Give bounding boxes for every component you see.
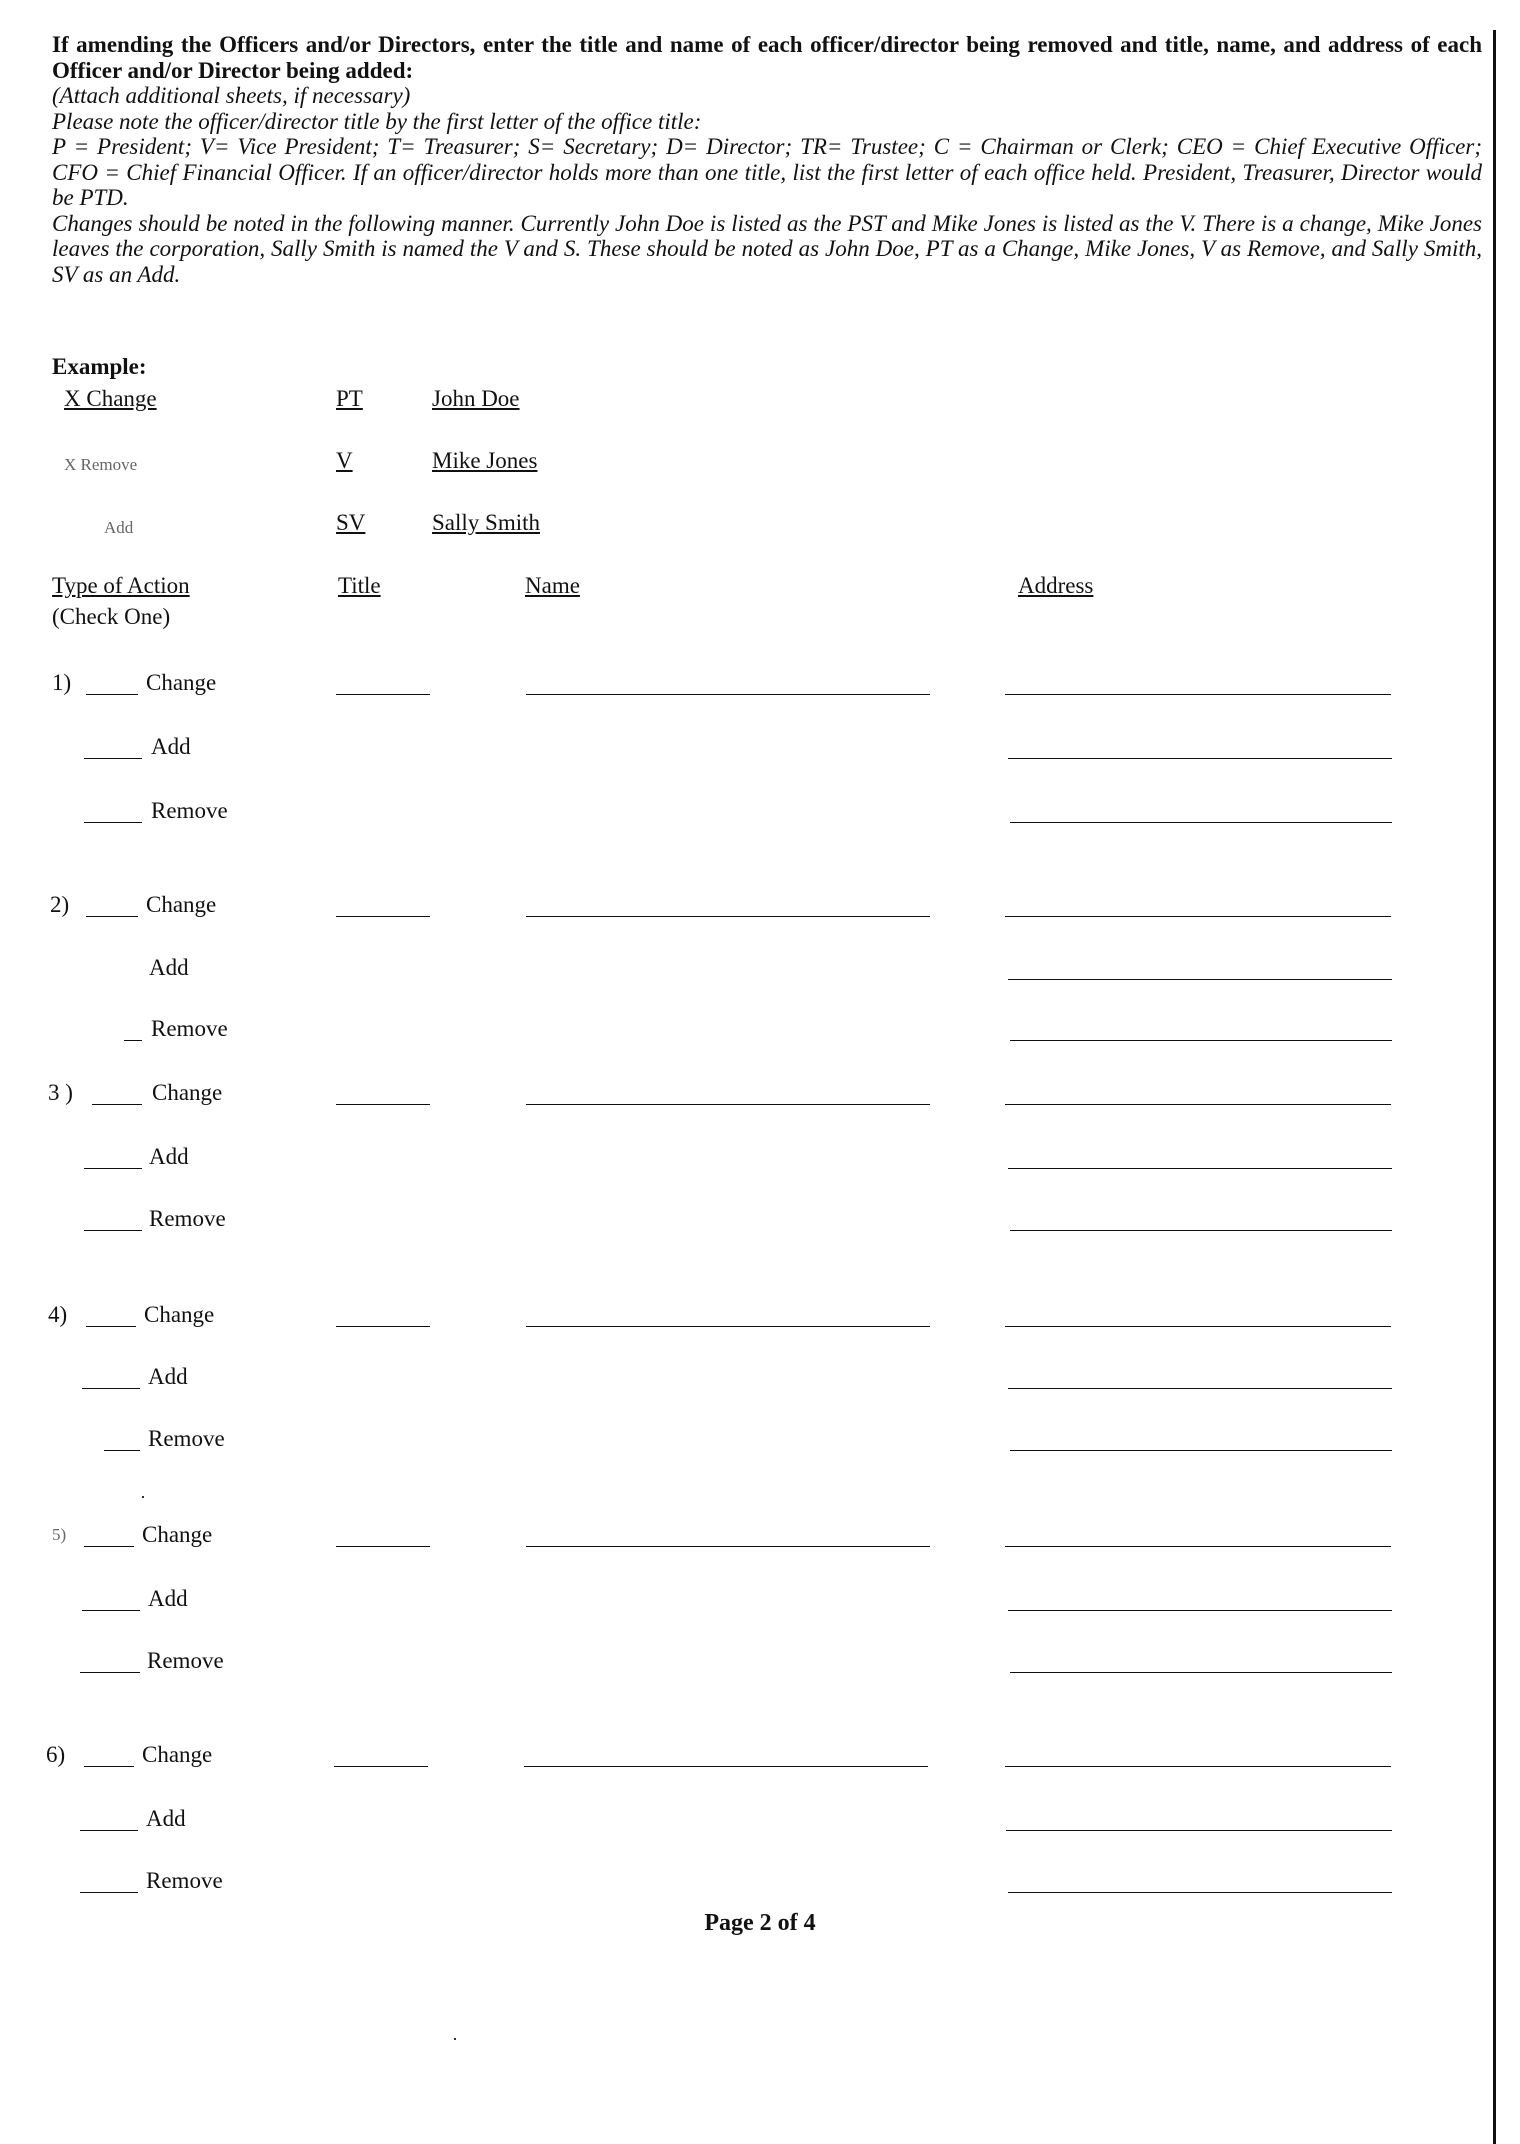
remove-label: Remove: [147, 1648, 224, 1673]
change-checkbox-line[interactable]: [84, 1546, 134, 1547]
remove-checkbox-line[interactable]: [124, 1040, 142, 1041]
change-label: Change: [146, 670, 217, 695]
name-field-line[interactable]: [524, 1766, 928, 1767]
address-field-line[interactable]: [1005, 694, 1391, 695]
instructions-heading: If amending the Officers and/or Directors, enter the title and name of each officer/director being removed and title, name, and address of each Officer and/or Director being added:: [52, 32, 1482, 83]
address-field-line[interactable]: [1006, 1830, 1392, 1831]
remove-checkbox-line[interactable]: [104, 1450, 140, 1451]
address-field-line[interactable]: [1008, 1388, 1392, 1389]
remove-label: Remove: [151, 798, 228, 823]
header-type-of-action: Type of Action: [52, 573, 190, 598]
change-label: Change: [142, 1522, 213, 1547]
name-field-line[interactable]: [526, 1104, 930, 1105]
header-address: Address: [1018, 573, 1094, 598]
title-field-line[interactable]: [336, 1546, 430, 1547]
example-name-3: Sally Smith: [432, 510, 540, 535]
address-field-line[interactable]: [1008, 979, 1392, 980]
changes-note: Changes should be noted in the following manner. Currently John Doe is listed as the PST and Mike Jones is listed as the V. There is a change, Mike Jones leaves the corporation, Sally Smith is named the V and S. These should be noted as John Doe, PT as a Change, Mike Jones, V as Remove, and Sally Smith, SV as an Add.: [52, 210, 1482, 287]
address-field-line[interactable]: [1005, 916, 1391, 917]
address-field-line[interactable]: [1005, 1104, 1391, 1105]
add-label: Add: [151, 734, 191, 759]
remove-label: Remove: [146, 1868, 223, 1893]
address-field-line[interactable]: [1008, 758, 1392, 759]
example-action-2: X Remove: [64, 455, 138, 474]
add-label: Add: [148, 1586, 188, 1611]
address-field-line[interactable]: [1010, 1040, 1392, 1041]
header-title: Title: [338, 573, 381, 598]
add-label: Add: [148, 1364, 188, 1389]
header-name: Name: [525, 573, 580, 598]
address-field-line[interactable]: [1005, 1766, 1391, 1767]
title-field-line[interactable]: [336, 1326, 430, 1327]
attach-note: (Attach additional sheets, if necessary): [52, 83, 411, 108]
title-codes: P = President; V= Vice President; T= Treasurer; S= Secretary; D= Director; TR= Trustee; C = Chairman or Clerk; CEO = Chief Executive Officer; CFO = Chief Financial Officer. If an officer/director holds more than one title, list the first letter of each office held. President, Treasurer, Director would be PTD.: [52, 134, 1482, 210]
example-name-1: John Doe: [432, 386, 520, 411]
stray-mark: [142, 1496, 144, 1498]
title-field-line[interactable]: [334, 1766, 428, 1767]
address-field-line[interactable]: [1010, 1230, 1392, 1231]
example-title-1: PT: [336, 386, 363, 411]
remove-label: Remove: [151, 1016, 228, 1041]
change-checkbox-line[interactable]: [86, 694, 138, 695]
remove-checkbox-line[interactable]: [80, 1892, 138, 1893]
address-field-line[interactable]: [1010, 822, 1392, 823]
name-field-line[interactable]: [526, 1546, 930, 1547]
add-checkbox-line[interactable]: [84, 1168, 142, 1169]
name-field-line[interactable]: [526, 694, 930, 695]
change-label: Change: [146, 892, 217, 917]
entry-number: 4): [48, 1302, 68, 1327]
entry-number: 1): [52, 670, 72, 695]
example-action-1: X Change: [64, 386, 157, 411]
entry-number: 5): [52, 1525, 67, 1544]
change-checkbox-line[interactable]: [86, 916, 138, 917]
example-title-3: SV: [336, 510, 366, 535]
name-field-line[interactable]: [526, 916, 930, 917]
title-note: Please note the officer/director title by the first letter of the office title:: [52, 108, 702, 134]
title-field-line[interactable]: [336, 916, 430, 917]
add-checkbox-line[interactable]: [82, 1610, 140, 1611]
name-field-line[interactable]: [526, 1326, 930, 1327]
address-field-line[interactable]: [1008, 1892, 1392, 1893]
change-label: Change: [144, 1302, 215, 1327]
instructions: [52, 32, 1482, 287]
example-action-3: Add: [104, 518, 134, 537]
example-title-2: V: [336, 448, 353, 473]
remove-label: Remove: [149, 1206, 226, 1231]
add-label: Add: [149, 1144, 189, 1169]
change-checkbox-line[interactable]: [86, 1326, 136, 1327]
address-field-line[interactable]: [1010, 1672, 1392, 1673]
remove-checkbox-line[interactable]: [80, 1672, 140, 1673]
change-label: Change: [152, 1080, 223, 1105]
remove-checkbox-line[interactable]: [84, 1230, 142, 1231]
add-label: Add: [149, 955, 189, 980]
address-field-line[interactable]: [1008, 1610, 1392, 1611]
add-checkbox-line[interactable]: [82, 1388, 140, 1389]
remove-label: Remove: [148, 1426, 225, 1451]
stray-mark: [454, 2038, 456, 2040]
title-field-line[interactable]: [336, 694, 430, 695]
right-margin-bar: [1493, 30, 1496, 2144]
add-checkbox-line[interactable]: [80, 1830, 138, 1831]
address-field-line[interactable]: [1010, 1450, 1392, 1451]
change-label: Change: [142, 1742, 213, 1767]
add-label: Add: [146, 1806, 186, 1831]
title-field-line[interactable]: [336, 1104, 430, 1105]
add-checkbox-line[interactable]: [84, 758, 142, 759]
entry-number: 2): [50, 892, 70, 917]
address-field-line[interactable]: [1005, 1546, 1391, 1547]
entry-number: 6): [46, 1742, 66, 1767]
change-checkbox-line[interactable]: [92, 1104, 142, 1105]
header-check-one: (Check One): [52, 604, 171, 629]
address-field-line[interactable]: [1008, 1168, 1392, 1169]
change-checkbox-line[interactable]: [84, 1766, 134, 1767]
example-label: Example:: [52, 354, 147, 379]
remove-checkbox-line[interactable]: [84, 822, 142, 823]
address-field-line[interactable]: [1005, 1326, 1391, 1327]
page-number: Page 2 of 4: [704, 1910, 816, 1936]
example-name-2: Mike Jones: [432, 448, 538, 473]
entry-number: 3 ): [48, 1080, 73, 1105]
